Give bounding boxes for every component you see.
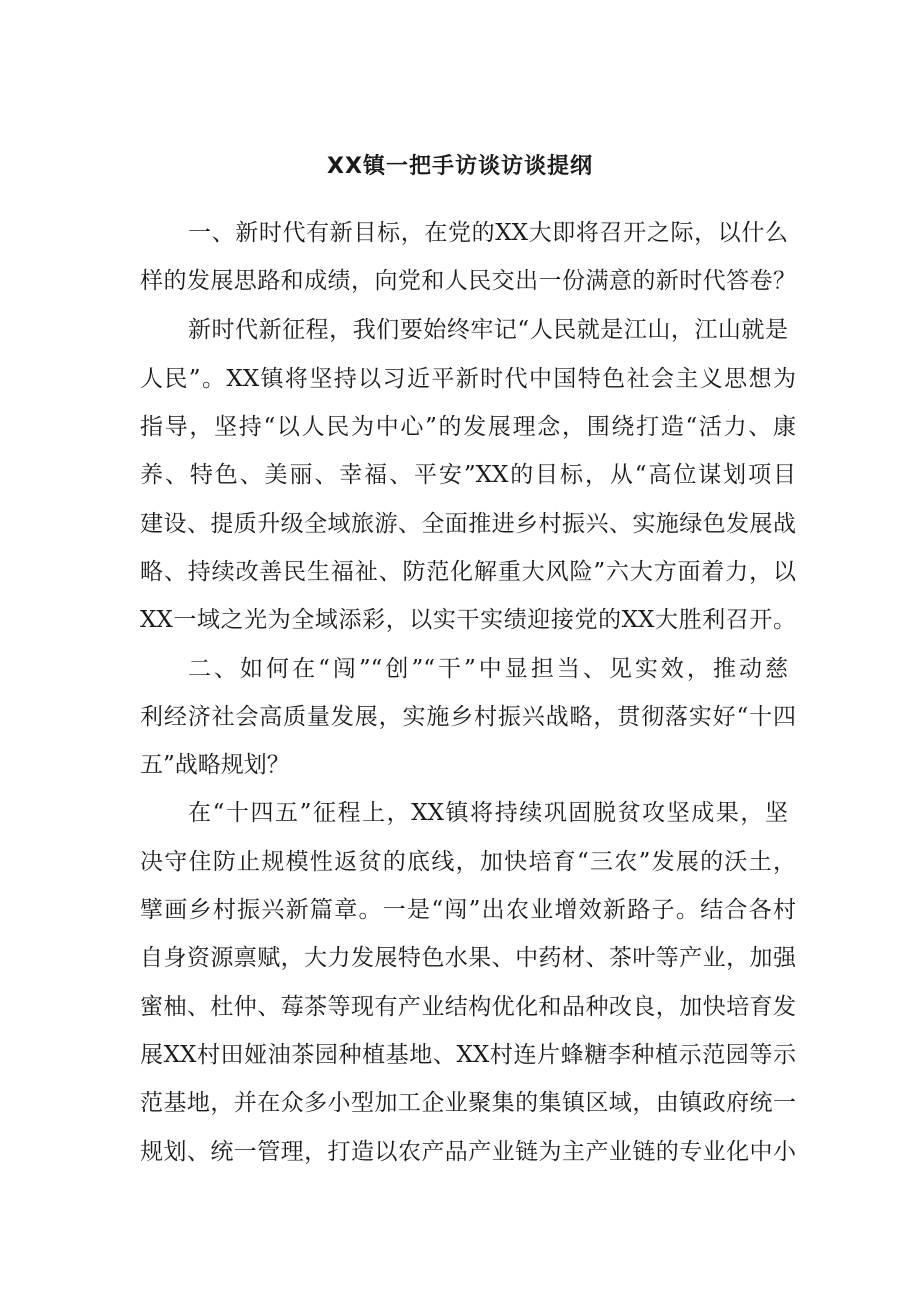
paragraph-line: 五”战略规划？: [140, 752, 290, 778]
paragraph-line: 利经济社会高质量发展，实施乡村振兴战略，贯彻落实好“十四: [140, 704, 796, 730]
document-title: XX镇一把手访谈访谈提纲: [327, 154, 593, 179]
paragraph-line: 范基地，并在众多小型加工企业聚集的集镇区域，由镇政府统一: [140, 1090, 796, 1116]
paragraph-line: 略、持续改善民生福祉、防范化解重大风险”六大方面着力，以: [140, 559, 796, 585]
paragraph-line: 在“十四五”征程上，XX镇将持续巩固脱贫攻坚成果，坚: [188, 800, 788, 826]
paragraph-line: 决守住防止规模性返贫的底线，加快培育“三农”发展的沃土，: [140, 849, 796, 875]
paragraph-line: 新时代新征程，我们要始终牢记“人民就是江山，江山就是: [188, 317, 788, 343]
paragraph-line: 二、如何在“闯”“创”“干”中显担当、见实效，推动慈: [188, 656, 788, 682]
paragraph-line: 一、新时代有新目标，在党的XX大即将召开之际，以什么: [188, 220, 788, 246]
paragraph-line: 人民”。XX镇将坚持以习近平新时代中国特色社会主义思想为: [140, 366, 796, 392]
paragraph-line: 擘画乡村振兴新篇章。一是“闯”出农业增效新路子。结合各村: [140, 897, 796, 923]
paragraph-line: 规划、统一管理，打造以农产品产业链为主产业链的专业化中小: [140, 1139, 796, 1165]
paragraph-line: 蜜柚、杜仲、莓茶等现有产业结构优化和品种改良，加快培育发: [140, 994, 796, 1020]
paragraph-line: 建设、提质升级全域旅游、全面推进乡村振兴、实施绿色发展战: [140, 511, 796, 537]
paragraph-line: 养、特色、美丽、幸福、平安”XX的目标，从“高位谋划项目: [140, 462, 796, 488]
paragraph-line: 展XX村田娅油茶园种植基地、XX村连片蜂糖李种植示范园等示: [140, 1042, 796, 1068]
paragraph-line: 指导，坚持“以人民为中心”的发展理念，围绕打造“活力、康: [140, 414, 796, 440]
paragraph-line: XX一域之光为全域添彩，以实干实绩迎接党的XX大胜利召开。: [140, 607, 796, 633]
paragraph-line: 自身资源禀赋，大力发展特色水果、中药材、茶叶等产业，加强: [140, 945, 796, 971]
paragraph-line: 样的发展思路和成绩，向党和人民交出一份满意的新时代答卷？: [140, 268, 796, 294]
